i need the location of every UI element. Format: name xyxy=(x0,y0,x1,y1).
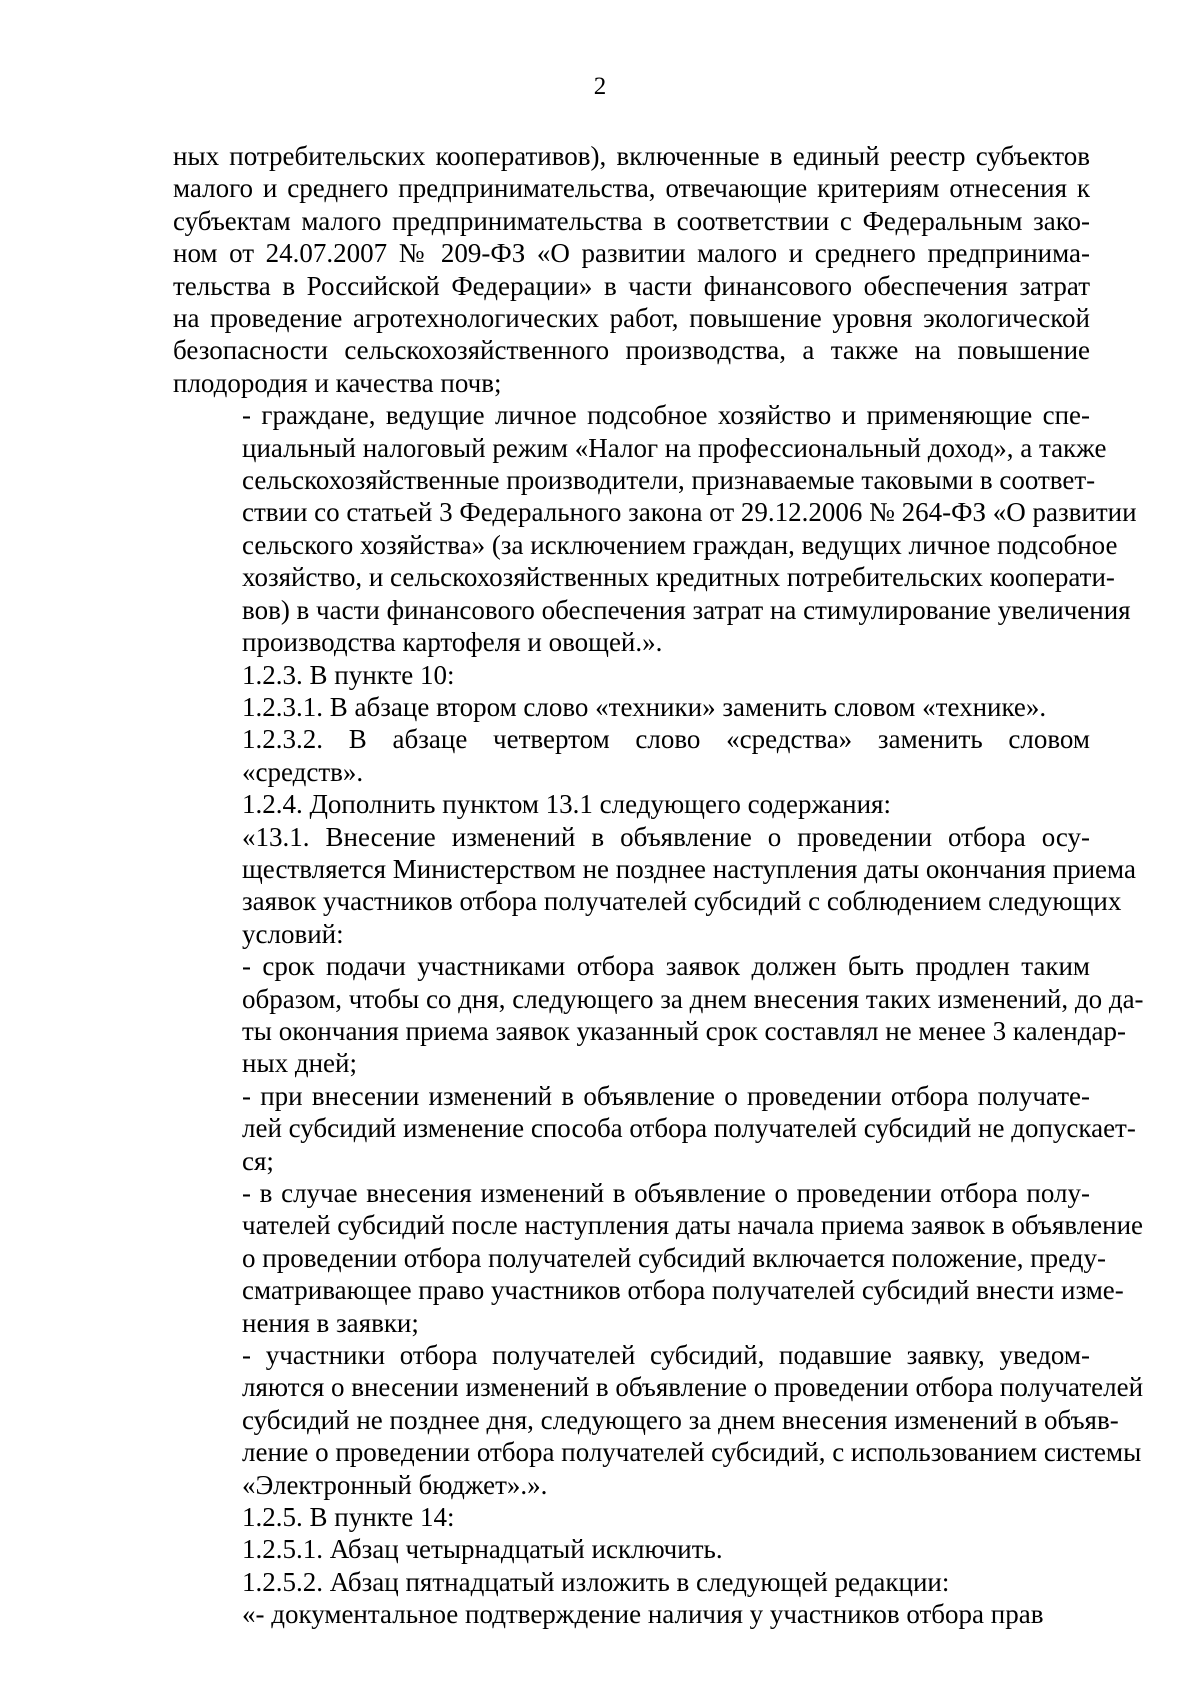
text-line: сельского хозяйства» (за исключением граждан, ведущих личное подсобное xyxy=(242,529,1118,560)
paragraph xyxy=(173,1080,1136,1177)
text-line: ты окончания приема заявок указанный срок составлял не менее 3 календар- xyxy=(242,1015,1126,1046)
paragraph xyxy=(173,723,1090,788)
text-line: «Электронный бюджет».». xyxy=(242,1469,548,1500)
paragraph xyxy=(173,659,1090,691)
text-line: 1.2.3. В пункте 10: xyxy=(242,659,455,690)
text-line: субъектам малого предпринимательства в соответствии с Федеральным зако- xyxy=(173,205,1090,236)
paragraph xyxy=(173,1339,1144,1501)
paragraph xyxy=(173,950,1144,1080)
text-line: «средств». xyxy=(242,756,364,787)
text-line: - при внесении изменений в объявление о проведении отбора получате- xyxy=(242,1080,1090,1111)
text-line: хозяйство, и сельскохозяйственных кредитных потребительских кооперати- xyxy=(242,562,1115,593)
text-line: ных потребительских кооперативов), включенные в единый реестр субъектов xyxy=(173,141,1090,171)
text-line: сельскохозяйственные производители, признаваемые таковыми в соответ- xyxy=(242,465,1096,496)
text-line: о проведении отбора получателей субсидий включается положение, преду- xyxy=(242,1242,1107,1273)
text-line: 1.2.5.1. Абзац четырнадцатый исключить. xyxy=(242,1534,723,1565)
document-body xyxy=(173,140,1144,1631)
text-line: нения в заявки; xyxy=(242,1307,419,1338)
text-line: - граждане, ведущие личное подсобное хозяйство и применяющие спе- xyxy=(242,400,1090,431)
text-line: 1.2.5. В пункте 14: xyxy=(242,1502,455,1533)
text-line: на проведение агротехнологических работ, повышение уровня экологической xyxy=(173,303,1090,334)
page-number: 2 xyxy=(593,73,607,100)
text-line: 1.2.3.2. В абзаце четвертом слово «средства» заменить словом xyxy=(242,724,1090,755)
text-line: вов) в части финансового обеспечения затрат на стимулирование увеличения xyxy=(242,594,1131,625)
text-line: 1.2.4. Дополнить пунктом 13.1 следующего содержания: xyxy=(242,789,891,820)
paragraph xyxy=(173,821,1136,951)
text-line: субсидий не позднее дня, следующего за днем внесения изменений в объяв- xyxy=(242,1404,1119,1435)
text-line: - участники отбора получателей субсидий, подавшие заявку, уведом- xyxy=(242,1340,1090,1371)
text-line: сматривающее право участников отбора получателей субсидий внести изме- xyxy=(242,1275,1124,1306)
paragraph xyxy=(173,691,1090,723)
text-line: «13.1. Внесение изменений в объявление о проведении отбора осу- xyxy=(242,821,1090,852)
text-line: - срок подачи участниками отбора заявок должен быть продлен таким xyxy=(242,951,1090,982)
text-line: производства картофеля и овощей.». xyxy=(242,627,663,658)
text-line: малого и среднего предпринимательства, отвечающие критериям отнесения к xyxy=(173,173,1090,204)
text-line: - в случае внесения изменений в объявление о проведении отбора полу- xyxy=(242,1178,1090,1208)
paragraph xyxy=(173,1533,1090,1565)
text-line: «- документальное подтверждение наличия у участников отбора прав xyxy=(242,1599,1044,1630)
text-line: ся; xyxy=(242,1145,274,1176)
text-line: циальный налоговый режим «Налог на профессиональный доход», а также xyxy=(242,432,1107,463)
text-line: ствии со статьей 3 Федерального закона от 29.12.2006 № 264-ФЗ «О развитии xyxy=(242,497,1137,528)
text-line: лей субсидий изменение способа отбора получателей субсидий не допускает- xyxy=(242,1113,1136,1144)
paragraph xyxy=(173,1177,1144,1339)
text-line: образом, чтобы со дня, следующего за днем внесения таких изменений, до да- xyxy=(242,983,1144,1014)
paragraph xyxy=(173,140,1090,399)
text-line: плодородия и качества почв; xyxy=(173,367,502,398)
text-line: ном от 24.07.2007 № 209-ФЗ «О развитии малого и среднего предпринима- xyxy=(173,238,1090,269)
paragraph xyxy=(173,788,1090,820)
paragraph xyxy=(173,1501,1090,1533)
text-line: ных дней; xyxy=(242,1048,357,1079)
paragraph xyxy=(173,1566,1090,1598)
text-line: тельства в Российской Федерации» в части финансового обеспечения затрат xyxy=(173,270,1090,301)
text-line: 1.2.5.2. Абзац пятнадцатый изложить в следующей редакции: xyxy=(242,1566,950,1597)
text-line: ляются о внесении изменений в объявление о проведении отбора получателей xyxy=(242,1372,1144,1403)
text-line: заявок участников отбора получателей субсидий с соблюдением следующих xyxy=(242,886,1122,917)
text-line: условий: xyxy=(242,918,344,949)
paragraph xyxy=(173,1598,1090,1630)
text-line: чателей субсидий после наступления даты начала приема заявок в объявление xyxy=(242,1210,1144,1241)
text-line: безопасности сельскохозяйственного производства, а также на повышение xyxy=(173,335,1090,366)
text-line: 1.2.3.1. В абзаце втором слово «техники» заменить словом «технике». xyxy=(242,691,1047,722)
text-line: ление о проведении отбора получателей субсидий, с использованием системы xyxy=(242,1437,1142,1468)
paragraph xyxy=(173,399,1137,658)
text-line: ществляется Министерством не позднее наступления даты окончания приема xyxy=(242,853,1136,884)
